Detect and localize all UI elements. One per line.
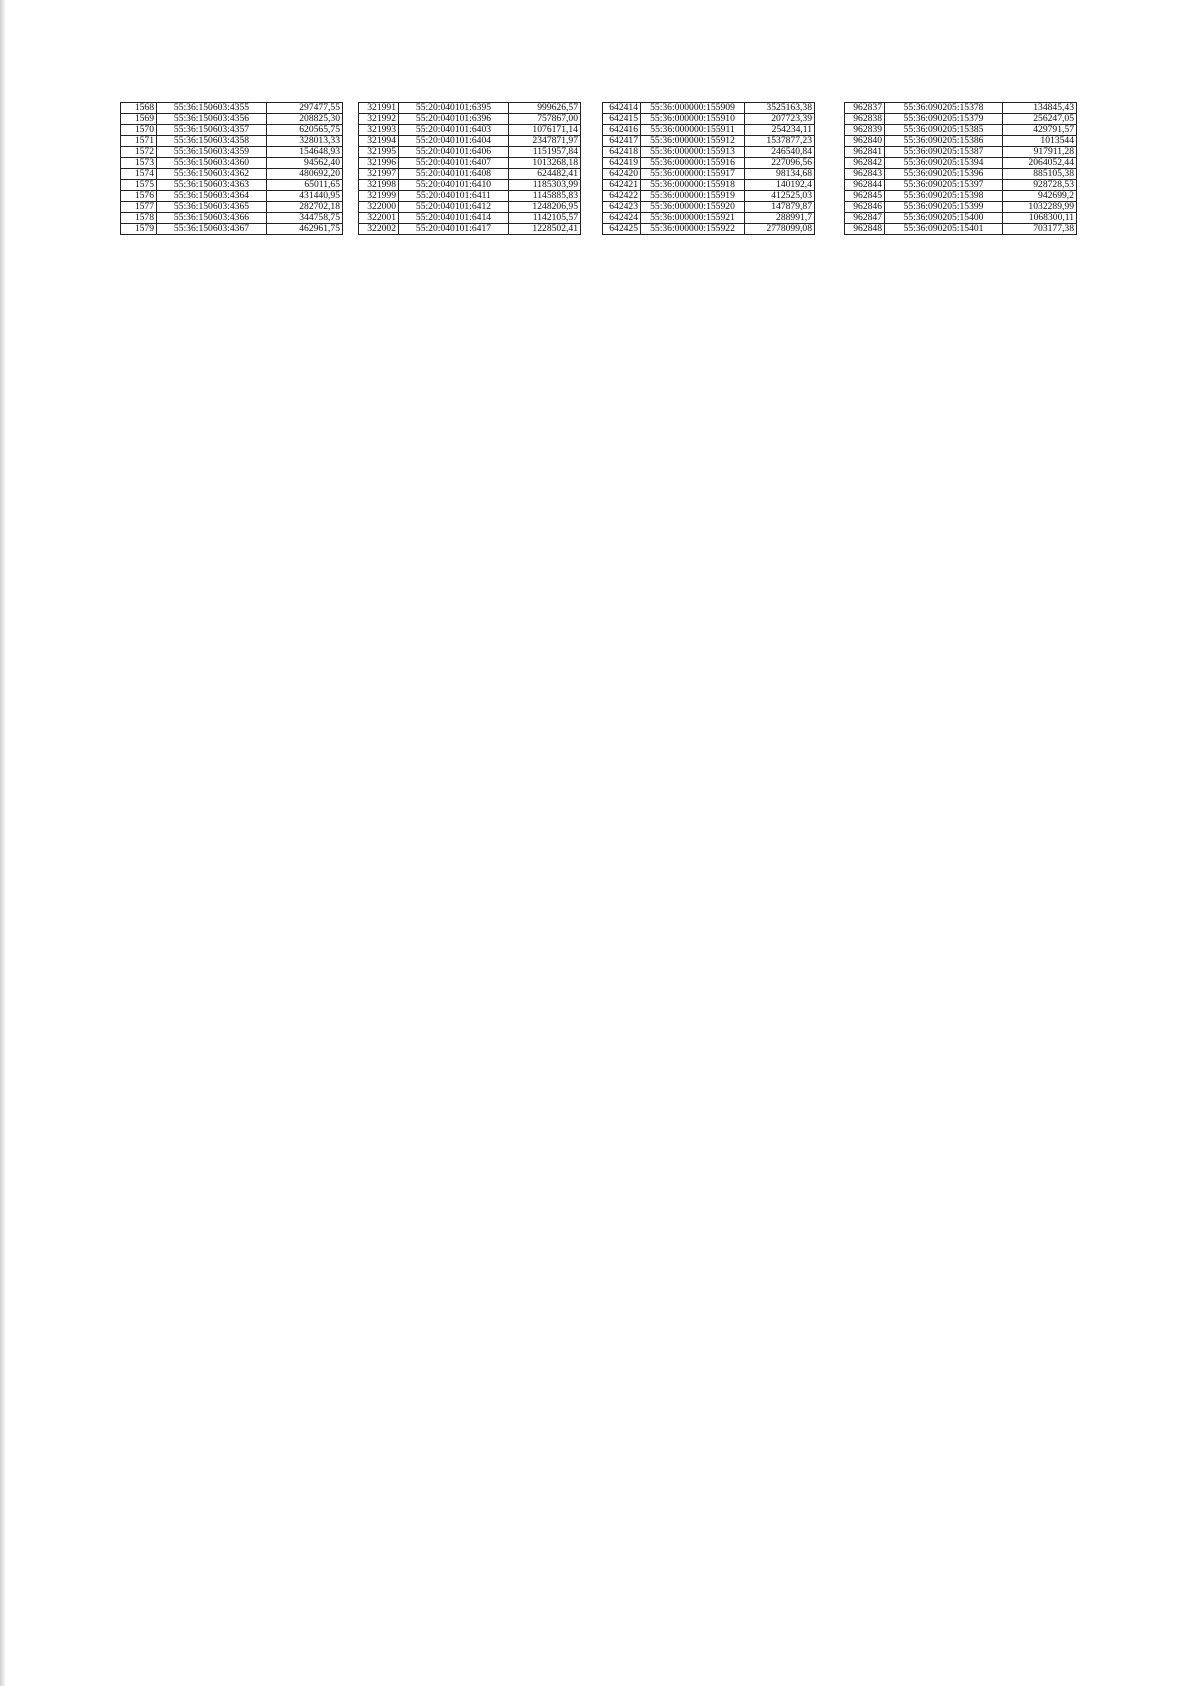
- cadastral-number: 55:36:150603:4362: [157, 169, 267, 180]
- row-number: 1575: [121, 180, 157, 191]
- cadastral-value: 624482,41: [509, 169, 581, 180]
- table-row: [359, 147, 581, 158]
- cadastral-value: 1185303,99: [509, 180, 581, 191]
- table-row: [121, 224, 343, 235]
- cadastral-number: 55:36:090205:15385: [885, 125, 1003, 136]
- cadastral-value: 412525,03: [745, 191, 815, 202]
- cadastral-value: 1537877,23: [745, 136, 815, 147]
- cadastral-number: 55:20:040101:6407: [399, 158, 509, 169]
- cadastral-number: 55:36:000000:155912: [641, 136, 745, 147]
- cadastral-number: 55:20:040101:6417: [399, 224, 509, 235]
- cadastral-value: 431440,95: [267, 191, 343, 202]
- table-row: [359, 202, 581, 213]
- table-row: [603, 224, 815, 235]
- cadastral-number: 55:36:090205:15399: [885, 202, 1003, 213]
- table-row: [359, 169, 581, 180]
- table-row: [603, 136, 815, 147]
- cadastral-value: 2064052,44: [1003, 158, 1077, 169]
- table-row: [121, 158, 343, 169]
- cadastral-number: 55:36:000000:155909: [641, 103, 745, 114]
- cadastral-value: 282702,18: [267, 202, 343, 213]
- registry-sheet: [120, 102, 1080, 1530]
- cadastral-number: 55:36:090205:15379: [885, 114, 1003, 125]
- cadastral-number: 55:36:090205:15378: [885, 103, 1003, 114]
- row-number: 322000: [359, 202, 399, 213]
- cadastral-value: 703177,38: [1003, 224, 1077, 235]
- row-number: 962837: [845, 103, 885, 114]
- cadastral-number: 55:36:150603:4356: [157, 114, 267, 125]
- registry-table-4: [844, 102, 1077, 235]
- row-number: 1579: [121, 224, 157, 235]
- cadastral-value: 757867,00: [509, 114, 581, 125]
- cadastral-value: 3525163,38: [745, 103, 815, 114]
- table-row: [359, 114, 581, 125]
- cadastral-number: 55:36:090205:15400: [885, 213, 1003, 224]
- table-row: [121, 125, 343, 136]
- row-number: 962845: [845, 191, 885, 202]
- table-row: [359, 213, 581, 224]
- table-row: [359, 125, 581, 136]
- cadastral-value: 1013544: [1003, 136, 1077, 147]
- cadastral-value: 999626,57: [509, 103, 581, 114]
- table-row: [603, 191, 815, 202]
- row-number: 321996: [359, 158, 399, 169]
- cadastral-value: 297477,55: [267, 103, 343, 114]
- row-number: 321992: [359, 114, 399, 125]
- cadastral-value: 1068300,11: [1003, 213, 1077, 224]
- row-number: 962841: [845, 147, 885, 158]
- row-number: 322001: [359, 213, 399, 224]
- table-row: [121, 114, 343, 125]
- row-number: 642415: [603, 114, 641, 125]
- cadastral-value: 462961,75: [267, 224, 343, 235]
- row-number: 642422: [603, 191, 641, 202]
- cadastral-number: 55:36:000000:155913: [641, 147, 745, 158]
- row-number: 1568: [121, 103, 157, 114]
- row-number: 642416: [603, 125, 641, 136]
- registry-table-1: [120, 102, 343, 235]
- registry-table-2: [358, 102, 581, 235]
- cadastral-number: 55:36:150603:4364: [157, 191, 267, 202]
- table-row: [603, 169, 815, 180]
- table-row: [603, 125, 815, 136]
- table-body: [121, 103, 343, 235]
- table-body: [603, 103, 815, 235]
- table-row: [845, 158, 1077, 169]
- cadastral-value: 134845,43: [1003, 103, 1077, 114]
- cadastral-value: 154648,93: [267, 147, 343, 158]
- cadastral-value: 98134,68: [745, 169, 815, 180]
- table-row: [845, 202, 1077, 213]
- table-row: [121, 169, 343, 180]
- cadastral-number: 55:20:040101:6403: [399, 125, 509, 136]
- cadastral-number: 55:36:000000:155910: [641, 114, 745, 125]
- cadastral-value: 429791,57: [1003, 125, 1077, 136]
- cadastral-number: 55:20:040101:6395: [399, 103, 509, 114]
- table-row: [121, 147, 343, 158]
- row-number: 642424: [603, 213, 641, 224]
- cadastral-number: 55:36:000000:155920: [641, 202, 745, 213]
- table-row: [603, 147, 815, 158]
- cadastral-number: 55:36:150603:4366: [157, 213, 267, 224]
- table-row: [845, 136, 1077, 147]
- row-number: 321993: [359, 125, 399, 136]
- cadastral-value: 620565,75: [267, 125, 343, 136]
- cadastral-number: 55:36:000000:155911: [641, 125, 745, 136]
- table-row: [603, 180, 815, 191]
- cadastral-value: 256247,05: [1003, 114, 1077, 125]
- row-number: 1571: [121, 136, 157, 147]
- cadastral-value: 1032289,99: [1003, 202, 1077, 213]
- cadastral-value: 94562,40: [267, 158, 343, 169]
- cadastral-number: 55:36:090205:15401: [885, 224, 1003, 235]
- scan-edge-shadow: [0, 0, 6, 1686]
- cadastral-value: 254234,11: [745, 125, 815, 136]
- cadastral-value: 208825,30: [267, 114, 343, 125]
- cadastral-number: 55:20:040101:6410: [399, 180, 509, 191]
- table-row: [845, 213, 1077, 224]
- table-row: [121, 213, 343, 224]
- table-row: [845, 114, 1077, 125]
- cadastral-number: 55:36:000000:155919: [641, 191, 745, 202]
- cadastral-number: 55:36:150603:4367: [157, 224, 267, 235]
- table-row: [845, 125, 1077, 136]
- cadastral-value: 480692,20: [267, 169, 343, 180]
- row-number: 962842: [845, 158, 885, 169]
- cadastral-number: 55:20:040101:6396: [399, 114, 509, 125]
- table-row: [121, 191, 343, 202]
- cadastral-number: 55:36:090205:15396: [885, 169, 1003, 180]
- table-row: [359, 191, 581, 202]
- cadastral-number: 55:36:150603:4360: [157, 158, 267, 169]
- row-number: 322002: [359, 224, 399, 235]
- cadastral-value: 917911,28: [1003, 147, 1077, 158]
- cadastral-number: 55:20:040101:6406: [399, 147, 509, 158]
- table-row: [359, 136, 581, 147]
- cadastral-value: 227096,56: [745, 158, 815, 169]
- cadastral-number: 55:20:040101:6414: [399, 213, 509, 224]
- row-number: 642417: [603, 136, 641, 147]
- cadastral-value: 942699,2: [1003, 191, 1077, 202]
- table-row: [121, 202, 343, 213]
- row-number: 642420: [603, 169, 641, 180]
- cadastral-value: 2347871,97: [509, 136, 581, 147]
- table-row: [121, 180, 343, 191]
- table-row: [845, 224, 1077, 235]
- row-number: 321994: [359, 136, 399, 147]
- registry-table-3: [602, 102, 815, 235]
- row-number: 642419: [603, 158, 641, 169]
- table-body: [845, 103, 1077, 235]
- row-number: 1576: [121, 191, 157, 202]
- row-number: 1573: [121, 158, 157, 169]
- row-number: 321998: [359, 180, 399, 191]
- cadastral-number: 55:36:090205:15394: [885, 158, 1003, 169]
- row-number: 1572: [121, 147, 157, 158]
- cadastral-value: 328013,33: [267, 136, 343, 147]
- row-number: 321991: [359, 103, 399, 114]
- row-number: 642418: [603, 147, 641, 158]
- cadastral-value: 2778099,08: [745, 224, 815, 235]
- cadastral-value: 885105,38: [1003, 169, 1077, 180]
- cadastral-value: 1142105,57: [509, 213, 581, 224]
- table-row: [359, 180, 581, 191]
- cadastral-value: 1013268,18: [509, 158, 581, 169]
- table-row: [121, 136, 343, 147]
- row-number: 962839: [845, 125, 885, 136]
- cadastral-number: 55:36:000000:155916: [641, 158, 745, 169]
- cadastral-number: 55:36:150603:4355: [157, 103, 267, 114]
- cadastral-value: 288991,7: [745, 213, 815, 224]
- table-row: [845, 103, 1077, 114]
- row-number: 1569: [121, 114, 157, 125]
- row-number: 962846: [845, 202, 885, 213]
- row-number: 1577: [121, 202, 157, 213]
- cadastral-number: 55:36:090205:15386: [885, 136, 1003, 147]
- cadastral-value: 1248206,95: [509, 202, 581, 213]
- cadastral-value: 140192,4: [745, 180, 815, 191]
- table-row: [845, 147, 1077, 158]
- row-number: 321997: [359, 169, 399, 180]
- cadastral-value: 147879,87: [745, 202, 815, 213]
- cadastral-number: 55:36:150603:4358: [157, 136, 267, 147]
- row-number: 1570: [121, 125, 157, 136]
- cadastral-number: 55:36:000000:155921: [641, 213, 745, 224]
- cadastral-number: 55:36:090205:15387: [885, 147, 1003, 158]
- cadastral-number: 55:20:040101:6411: [399, 191, 509, 202]
- row-number: 642414: [603, 103, 641, 114]
- row-number: 1578: [121, 213, 157, 224]
- cadastral-number: 55:36:000000:155918: [641, 180, 745, 191]
- row-number: 962848: [845, 224, 885, 235]
- cadastral-number: 55:36:000000:155922: [641, 224, 745, 235]
- table-row: [121, 103, 343, 114]
- cadastral-number: 55:36:090205:15397: [885, 180, 1003, 191]
- row-number: 642423: [603, 202, 641, 213]
- table-row: [603, 202, 815, 213]
- row-number: 321995: [359, 147, 399, 158]
- table-body: [359, 103, 581, 235]
- row-number: 962844: [845, 180, 885, 191]
- cadastral-value: 928728,53: [1003, 180, 1077, 191]
- cadastral-number: 55:36:150603:4359: [157, 147, 267, 158]
- row-number: 1574: [121, 169, 157, 180]
- row-number: 962840: [845, 136, 885, 147]
- table-row: [359, 224, 581, 235]
- cadastral-number: 55:36:090205:15398: [885, 191, 1003, 202]
- cadastral-number: 55:36:150603:4365: [157, 202, 267, 213]
- cadastral-number: 55:20:040101:6404: [399, 136, 509, 147]
- table-row: [359, 158, 581, 169]
- cadastral-value: 1228502,41: [509, 224, 581, 235]
- table-row: [603, 103, 815, 114]
- table-row: [845, 191, 1077, 202]
- cadastral-value: 1076171,14: [509, 125, 581, 136]
- cadastral-value: 65011,65: [267, 180, 343, 191]
- row-number: 642425: [603, 224, 641, 235]
- cadastral-value: 246540,84: [745, 147, 815, 158]
- row-number: 962847: [845, 213, 885, 224]
- table-row: [603, 158, 815, 169]
- cadastral-number: 55:36:150603:4357: [157, 125, 267, 136]
- row-number: 962843: [845, 169, 885, 180]
- cadastral-value: 1151957,84: [509, 147, 581, 158]
- cadastral-number: 55:20:040101:6412: [399, 202, 509, 213]
- row-number: 642421: [603, 180, 641, 191]
- cadastral-number: 55:36:000000:155917: [641, 169, 745, 180]
- cadastral-value: 1145885,83: [509, 191, 581, 202]
- table-row: [359, 103, 581, 114]
- cadastral-value: 207723,39: [745, 114, 815, 125]
- table-row: [603, 213, 815, 224]
- table-row: [603, 114, 815, 125]
- table-row: [845, 180, 1077, 191]
- cadastral-number: 55:20:040101:6408: [399, 169, 509, 180]
- row-number: 321999: [359, 191, 399, 202]
- cadastral-value: 344758,75: [267, 213, 343, 224]
- row-number: 962838: [845, 114, 885, 125]
- table-row: [845, 169, 1077, 180]
- cadastral-number: 55:36:150603:4363: [157, 180, 267, 191]
